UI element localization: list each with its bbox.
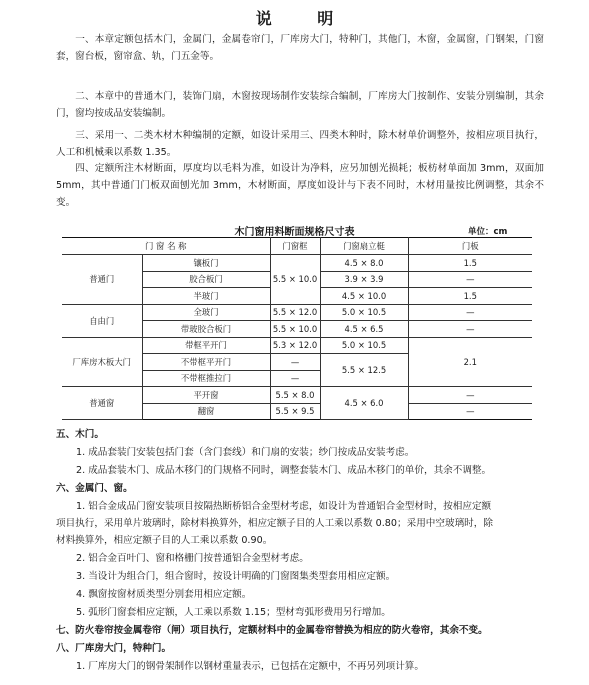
stile-cell: 5.0 × 10.5 (320, 304, 408, 321)
section-item: 2. 成品套装木门、成品木移门的门规格不同时，调整套装木门、成品木移门的单价，其余不调整。 (76, 465, 492, 476)
stile-cell: 4.5 × 10.0 (320, 288, 408, 305)
section-heading: 五、木门。 (56, 429, 104, 440)
panel-cell: 1.5 (408, 255, 532, 272)
header-frame: 门窗框 (270, 238, 320, 255)
section-item-continued: 材料换算外，相应定额子目的人工乘以系数 0.90。 (56, 535, 273, 546)
table-unit: 单位：cm (468, 227, 508, 237)
frame-cell: 5.5 × 12.0 (270, 304, 320, 321)
panel-cell: 1.5 (408, 288, 532, 305)
section-heading: 六、金属门、窗。 (56, 483, 133, 494)
section-item-continued: 项目执行，采用单片玻璃时，除材料换算外，相应定额子目的人工乘以系数 0.80；采用中空玻璃时，除 (56, 518, 493, 529)
item-name-cell: 不带框平开门 (142, 354, 270, 371)
frame-cell: 5.5 × 10.0 (270, 255, 320, 305)
group-cell: 自由门 (62, 304, 142, 337)
header-name: 门 窗 名 称 (62, 238, 270, 255)
section-item: 1. 成品套装门安装包括门套（含门套线）和门扇的安装；纱门按成品安装考虑。 (76, 447, 415, 458)
item-name-cell: 带框平开门 (142, 337, 270, 354)
panel-cell: — (408, 304, 532, 321)
stile-cell: 5.5 × 12.5 (320, 354, 408, 387)
intro-paragraph-1: 一、本章定额包括木门，金属门，金属卷帘门，厂库房大门，特种门，其他门，木窗，金属窗，门钢架，门窗套，窗台板，窗帘盒、轨，门五金等。 (56, 34, 544, 62)
item-name-cell: 平开窗 (142, 387, 270, 404)
panel-cell: — (408, 321, 532, 338)
intro-paragraph-3: 三、采用一、二类木材木种编制的定额，如设计采用三、四类木种时，除木材单价调整外，按相应项目执行，人工和机械乘以系数 1.35。 (56, 130, 544, 158)
panel-cell: — (408, 271, 532, 288)
header-stile: 门窗扇立梃 (320, 238, 408, 255)
item-name-cell: 胶合板门 (142, 271, 270, 288)
table-row (62, 337, 532, 354)
table-row (62, 304, 532, 321)
stile-cell: 4.5 × 6.5 (320, 321, 408, 338)
item-name-cell: 半玻门 (142, 288, 270, 305)
timber-spec-table (62, 237, 532, 420)
item-name-cell: 全玻门 (142, 304, 270, 321)
group-cell: 普通窗 (62, 387, 142, 420)
panel-cell: 2.1 (408, 337, 532, 387)
header-panel: 门板 (408, 238, 532, 255)
stile-cell: 4.5 × 6.0 (320, 387, 408, 420)
frame-cell: 5.3 × 12.0 (270, 337, 320, 354)
table-header-row (62, 238, 532, 255)
section-item: 5. 弧形门窗套相应定额，人工乘以系数 1.15；型材弯弧形费用另行增加。 (76, 607, 391, 618)
group-cell: 厂库房木板大门 (62, 337, 142, 387)
intro-paragraph-4: 四、定额所注木材断面，厚度均以毛料为准，如设计为净料，应另加刨光损耗；板枋材单面加 3mm，双面加 5mm，其中普通门门板双面刨光加 3mm，木材断面，厚度如设计与下表不同时，木材用量按比例调整，其余不变。 (56, 163, 544, 208)
frame-cell: — (270, 370, 320, 387)
stile-cell: 5.0 × 10.5 (320, 337, 408, 354)
section-item: 3. 当设计为组合门，组合窗时，按设计明确的门窗图集类型套用相应定额。 (76, 571, 396, 582)
group-cell: 普通门 (62, 255, 142, 305)
stile-cell: 4.5 × 8.0 (320, 255, 408, 272)
frame-cell: 5.5 × 10.0 (270, 321, 320, 338)
section-item: 4. 飘窗按窗材质类型分别套用相应定额。 (76, 589, 252, 600)
stile-cell: 3.9 × 3.9 (320, 271, 408, 288)
table-title: 木门窗用料断面规格尺寸表 (234, 227, 355, 238)
frame-cell: 5.5 × 9.5 (270, 403, 320, 420)
section-heading: 八、厂库房大门，特种门。 (56, 643, 172, 654)
frame-cell: 5.5 × 8.0 (270, 387, 320, 404)
item-name-cell: 镶板门 (142, 255, 270, 272)
section-item: 2. 铝合金百叶门、窗和格栅门按普通铝合金型材考虑。 (76, 553, 309, 564)
item-name-cell: 不带框推拉门 (142, 370, 270, 387)
section-item: 1. 铝合金成品门窗安装项目按隔热断桥铝合金型材考虑，如设计为普通铝合金型材时，按相应定额 (76, 501, 492, 512)
panel-cell: — (408, 387, 532, 404)
panel-cell: — (408, 403, 532, 420)
item-name-cell: 翻窗 (142, 403, 270, 420)
section-item: 1. 厂库房大门的钢骨架制作以钢材重量表示，已包括在定额中，不再另列项计算。 (76, 661, 424, 672)
page-title: 说 明 (255, 9, 354, 28)
intro-paragraph-2: 二、本章中的普通木门，装饰门扇，木窗按现场制作安装综合编制，厂库房大门按制作、安装分别编制，其余门，窗均按成品安装编制。 (56, 91, 544, 119)
section-heading: 七、防火卷帘按金属卷帘（闸）项目执行，定额材料中的金属卷帘替换为相应的防火卷帘，其余不变。 (56, 625, 488, 636)
table-row (62, 255, 532, 272)
item-name-cell: 带玻胶合板门 (142, 321, 270, 338)
frame-cell: — (270, 354, 320, 371)
table-row (62, 387, 532, 404)
